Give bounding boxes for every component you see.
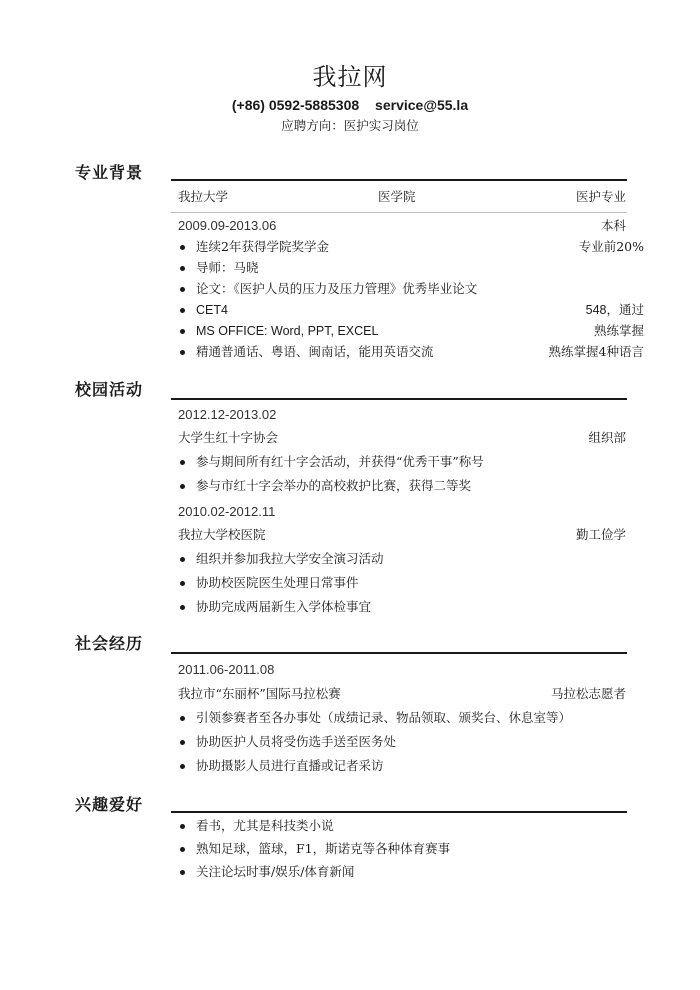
resume-header <box>0 62 700 135</box>
list-item: 熟知足球，篮球，F1，斯诺克等各种体育赛事 <box>178 839 644 859</box>
list-item: 连续2年获得学院奖学金 专业前20% <box>178 237 644 257</box>
list-item: MS OFFICE: Word, PPT, EXCEL 熟练掌握 <box>178 321 644 341</box>
college-name: 医学院 <box>378 189 416 204</box>
section-rule <box>171 179 627 181</box>
social-role: 马拉松志愿者 <box>550 686 626 701</box>
list-item: 关注论坛时事/娱乐/体育新闻 <box>178 862 644 882</box>
campus-period: 2010.02-2012.11 <box>178 504 276 519</box>
education-period: 2009.09-2013.06 <box>178 218 277 233</box>
campus-org: 大学生红十字协会 <box>178 430 279 445</box>
social-period: 2011.06-2011.08 <box>178 662 275 677</box>
campus-role: 组织部 <box>588 430 626 445</box>
email-address: service@55.la <box>375 97 469 113</box>
list-item: 论文：《医护人员的压力及压力管理》优秀毕业论文 <box>178 279 644 299</box>
applicant-name: 我拉网 <box>312 63 388 91</box>
education-school-row <box>178 187 626 207</box>
list-item: 看书，尤其是科技类小说 <box>178 816 644 836</box>
section-rule <box>171 811 627 813</box>
divider <box>171 212 627 213</box>
social-org-row <box>178 684 626 704</box>
section-title-hobbies: 兴趣爱好 <box>75 795 144 814</box>
section-title-campus: 校园活动 <box>75 380 144 399</box>
section-rule <box>171 398 627 400</box>
section-title-social: 社会经历 <box>75 634 144 653</box>
campus-period: 2012.12-2013.02 <box>178 407 277 422</box>
list-item: 参与市红十字会举办的高校救护比赛，获得二等奖 <box>178 476 644 496</box>
social-period-row <box>178 660 626 680</box>
contact-line <box>0 96 700 114</box>
list-item: 协助医护人员将受伤选手送至医务处 <box>178 732 644 752</box>
list-item: 协助校医院医生处理日常事件 <box>178 573 644 593</box>
social-org: 我拉市“东丽杯”国际马拉松赛 <box>178 686 341 701</box>
list-item: 导师：马晓 <box>178 258 644 278</box>
list-item: 精通普通话、粤语、闽南话，能用英语交流 熟练掌握4种语言 <box>178 342 644 362</box>
campus-org-row <box>178 428 626 448</box>
list-item: 协助摄影人员进行直播或记者采访 <box>178 756 644 776</box>
list-item: CET4 548，通过 <box>178 300 644 320</box>
list-item: 组织并参加我拉大学安全演习活动 <box>178 549 644 569</box>
list-item: 引领参赛者至各办事处（成绩记录、物品领取、颁奖台、休息室等） <box>178 708 644 728</box>
campus-period-row <box>178 405 626 425</box>
campus-period-row <box>178 502 626 522</box>
list-item: 协助完成两届新生入学体检事宜 <box>178 597 644 617</box>
section-title-education: 专业背景 <box>75 163 144 182</box>
campus-role: 勤工俭学 <box>575 527 626 542</box>
phone-number: (+86) 0592-5885308 <box>231 97 360 113</box>
education-period-row <box>178 216 626 236</box>
school-name: 我拉大学 <box>178 189 229 204</box>
major-name: 医护专业 <box>575 189 626 204</box>
degree: 本科 <box>600 218 626 233</box>
campus-org-row <box>178 525 626 545</box>
campus-org: 我拉大学校医院 <box>178 527 266 542</box>
list-item: 参与期间所有红十字会活动，并获得“优秀干事”称号 <box>178 452 644 472</box>
section-rule <box>171 652 627 654</box>
job-objective: 应聘方向：医护实习岗位 <box>281 118 419 133</box>
